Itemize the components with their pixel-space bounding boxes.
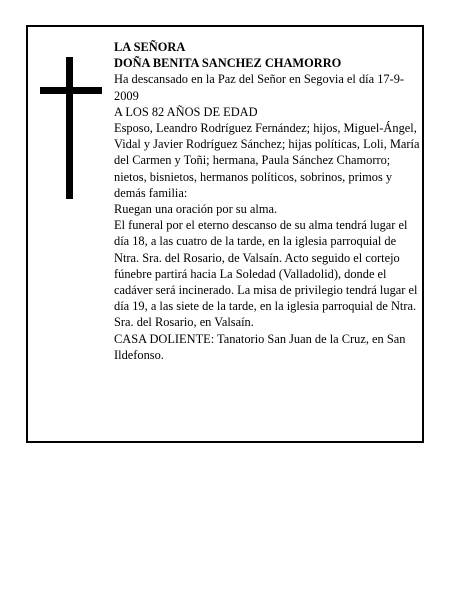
cross-vertical-bar [66,57,73,199]
obituary-notice [26,25,424,443]
mourning-house: CASA DOLIENTE: Tanatorio San Juan de la Cruz, en San Ildefonso. [114,331,406,362]
funeral-details: El funeral por el eterno descanso de su alma tendrá lugar el día 18, a las cuatro de la tarde, en la iglesia parroquial de Ntra. Sra. del Rosario, de Valsaín. Acto seguido el cortejo fúnebre partirá hacia La Soledad (Valladolid), donde el cadáver será incinerado. La misa de privilegio tendrá lugar el día 19, a las siete de la tarde, en la iglesia parroquial de Ntra. Sra. del Rosario, en Valsaín. [114,218,418,330]
age-line: A LOS 82 AÑOS DE EDAD [114,104,258,119]
cross-horizontal-bar [40,87,102,94]
prayer-request: Ruegan una oración por su alma. [114,202,278,217]
family-list: Esposo, Leandro Rodríguez Fernández; hijos, Miguel-Ángel, Vidal y Javier Rodríguez Sánchez; hijas políticas, Loli, María del Carmen y Toñi; hermana, Paula Sánchez Chamorro; nietos, bisnietos, hermanos políticos, sobrinos, primos y demás familia: [114,121,420,200]
notice-heading: LA SEÑORA [114,40,186,54]
death-announcement: Ha descansado en la Paz del Señor en Segovia el día 17-9-2009 [114,72,405,103]
deceased-name: DOÑA BENITA SANCHEZ CHAMORRO [114,56,342,71]
cross-icon [40,57,102,199]
notice-text-block [114,39,420,363]
